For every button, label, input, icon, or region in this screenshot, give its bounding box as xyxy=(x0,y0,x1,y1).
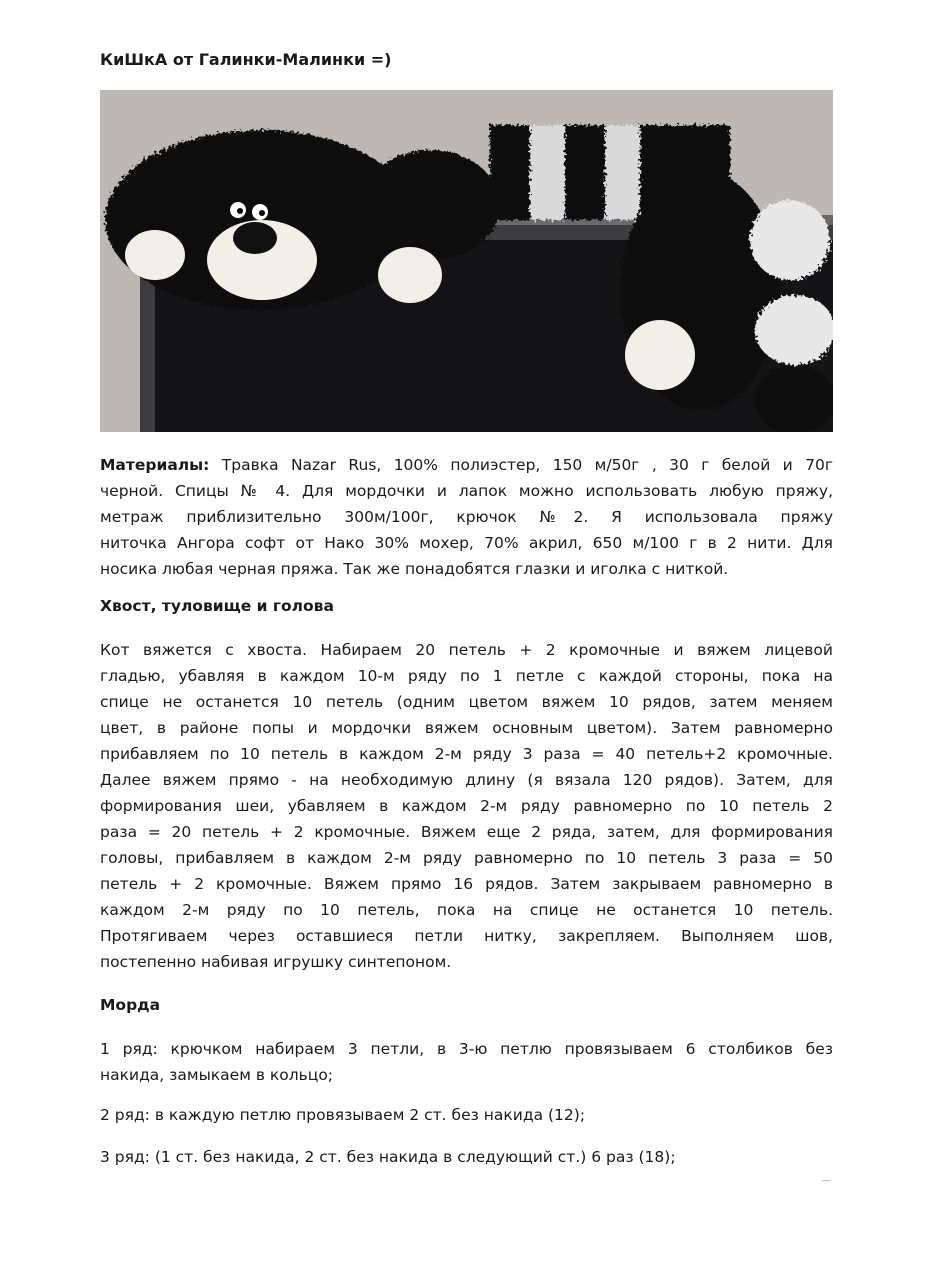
text-line: носика любая черная пряжа. Так же понадобятся глазки и иголка с ниткой. xyxy=(100,560,729,578)
section-heading-body: Хвост, туловище и голова xyxy=(100,597,334,615)
row-1-instruction xyxy=(100,1036,833,1088)
text-line: прибавляем по 10 петель в каждом 2-м ряду 3 раза = 40 петель+2 кромочные. xyxy=(100,745,833,763)
row-2-instruction xyxy=(100,1102,833,1128)
text-line: спице не останется 10 петель (одним цветом вяжем 10 рядов, затем меняем xyxy=(100,693,833,711)
text-line: петель + 2 кромочные. Вяжем прямо 16 рядов. Затем закрываем равномерно в xyxy=(100,875,833,893)
knitted-cat-photo xyxy=(100,90,833,432)
text-line: цвет, в районе попы и мордочки вяжем основным цветом). Затем равномерно xyxy=(100,719,833,737)
text-line: накида, замыкаем в кольцо; xyxy=(100,1066,334,1084)
text-line: гладью, убавляя в каждом 10-м ряду по 1 петле с каждой стороны, пока на xyxy=(100,667,833,685)
section-heading-face: Морда xyxy=(100,996,161,1014)
materials-paragraph xyxy=(100,452,833,582)
text-line: формирования шеи, убавляем в каждом 2-м ряду равномерно по 10 петель 2 xyxy=(100,797,833,815)
row-3-instruction xyxy=(100,1144,833,1170)
page-mark xyxy=(822,1180,830,1181)
text-line: 3 ряд: (1 ст. без накида, 2 ст. без накида в следующий ст.) 6 раз (18); xyxy=(100,1148,676,1166)
text-line: 1 ряд: крючком набираем 3 петли, в 3-ю петлю провязываем 6 столбиков без xyxy=(100,1040,833,1058)
text-line: Далее вяжем прямо - на необходимую длину (я вязала 120 рядов). Затем, для xyxy=(100,771,833,789)
text-line: Травка Nazar Rus, 100% полиэстер, 150 м/50г , 30 г белой и 70г xyxy=(221,456,833,474)
text-line: раза = 20 петель + 2 кромочные. Вяжем еще 2 ряда, затем, для формирования xyxy=(100,823,833,841)
text-line: метраж приблизительно 300м/100г, крючок №2. Я использовала пряжу xyxy=(100,508,833,526)
body-paragraph xyxy=(100,637,833,975)
materials-label: Материалы: xyxy=(100,456,210,474)
text-line: Протягиваем через оставшиеся петли нитку, закрепляем. Выполняем шов, xyxy=(100,927,833,945)
text-line: каждом 2-м ряду по 10 петель, пока на спице не останется 10 петель. xyxy=(100,901,833,919)
text-line: постепенно набивая игрушку синтепоном. xyxy=(100,953,452,971)
text-line: черной. Спицы № 4. Для мордочки и лапок можно использовать любую пряжу, xyxy=(100,482,833,500)
page-title: КиШкА от Галинки-Малинки =) xyxy=(100,50,392,69)
text-line: 2 ряд: в каждую петлю провязываем 2 ст. без накида (12); xyxy=(100,1106,586,1124)
text-line: ниточка Ангора софт от Нако 30% мохер, 70% акрил, 650 м/100 г в 2 нити. Для xyxy=(100,534,833,552)
text-line: головы, прибавляем в каждом 2-м ряду равномерно по 10 петель 3 раза = 50 xyxy=(100,849,833,867)
text-line: Кот вяжется с хвоста. Набираем 20 петель + 2 кромочные и вяжем лицевой xyxy=(100,641,833,659)
